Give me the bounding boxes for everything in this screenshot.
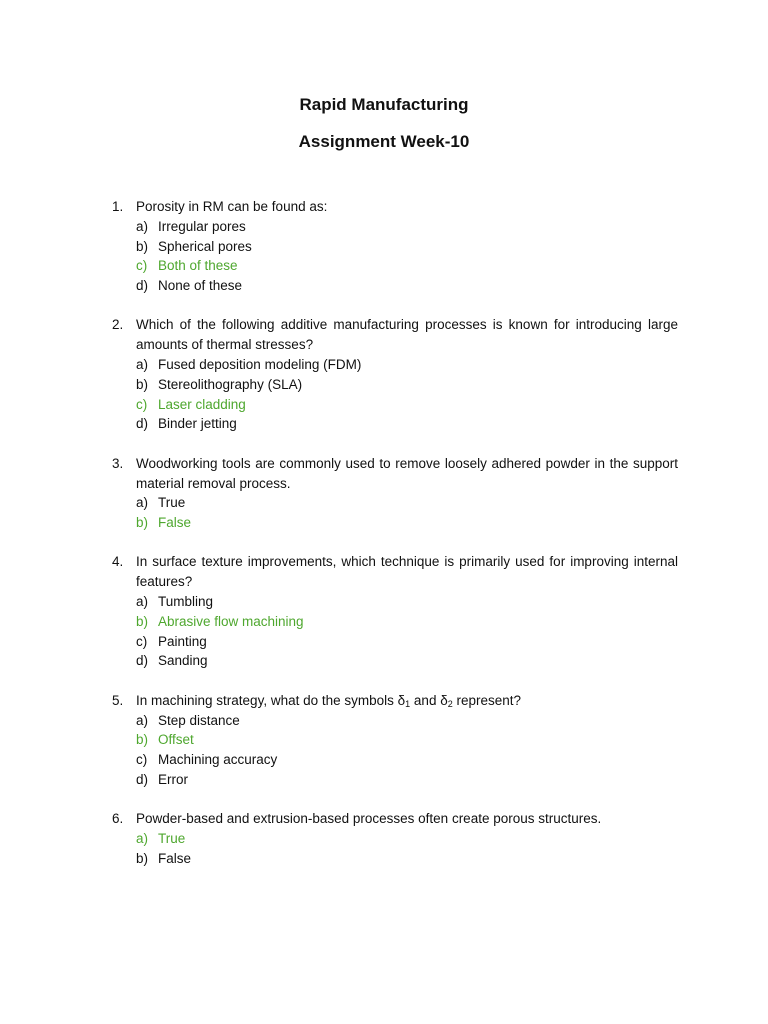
option-a — [112, 355, 678, 375]
option-letter: a) — [136, 357, 149, 373]
option-text: True — [158, 831, 186, 847]
option-c — [112, 632, 678, 652]
option-letter: a) — [136, 831, 149, 847]
option-text: None of these — [158, 278, 243, 294]
option-letter: d) — [136, 653, 149, 669]
option-letter: c) — [136, 258, 148, 274]
option-letter: d) — [136, 278, 149, 294]
option-c-correct — [112, 395, 678, 415]
option-text: Both of these — [158, 258, 238, 274]
option-letter: a) — [136, 495, 149, 511]
option-text: Abrasive flow machining — [158, 613, 304, 629]
option-c — [112, 750, 678, 770]
option-letter: c) — [136, 396, 148, 412]
option-letter: b) — [136, 850, 149, 866]
subscript: 1 — [405, 698, 411, 709]
question-5 — [112, 691, 678, 790]
question-text: Powder-based and extrusion-based processes often create porous structures. — [136, 811, 602, 827]
delta-symbol: δ — [397, 692, 406, 708]
document-title: Rapid Manufacturing — [299, 95, 469, 114]
option-text: Tumbling — [158, 594, 214, 610]
subscript: 2 — [447, 698, 453, 709]
option-d — [112, 414, 678, 434]
question-number: 6. — [112, 811, 124, 827]
option-text: Stereolithography (SLA) — [158, 376, 303, 392]
option-letter: a) — [136, 594, 149, 610]
question-number: 5. — [112, 692, 124, 708]
option-letter: b) — [136, 613, 149, 629]
question-number: 1. — [112, 199, 124, 214]
option-letter: d) — [136, 416, 149, 432]
option-a — [112, 592, 678, 612]
question-text: In surface texture improvements, which technique is primarily used for improving internal features? — [136, 554, 678, 590]
question-number: 3. — [112, 455, 124, 471]
option-letter: b) — [136, 515, 149, 531]
option-letter: d) — [136, 771, 149, 787]
question-4 — [112, 552, 678, 671]
option-text: Irregular pores — [158, 218, 246, 234]
option-d — [112, 651, 678, 671]
question-text: Which of the following additive manufacturing processes is known for introducing large amounts of thermal stresses? — [136, 317, 678, 353]
option-d — [112, 276, 678, 296]
option-text: Sanding — [158, 653, 208, 669]
option-text: Machining accuracy — [158, 752, 278, 768]
question-text: In machining strategy, what do the symbols $\delta_1$ and $\delta_2$ represent? — [136, 692, 522, 709]
option-letter: b) — [136, 732, 149, 748]
question-text: Woodworking tools are commonly used to remove loosely adhered powder in the support material removal process. — [136, 455, 678, 491]
question-text: Porosity in RM can be found as: — [136, 199, 328, 214]
option-text: False — [158, 515, 192, 531]
option-text: Laser cladding — [158, 396, 246, 412]
document-subtitle: Assignment Week-10 — [298, 132, 470, 151]
option-b — [112, 237, 678, 257]
question-number: 2. — [112, 317, 124, 333]
question-1 — [112, 197, 678, 296]
question-6 — [112, 809, 678, 868]
option-b — [112, 849, 678, 869]
option-b — [112, 375, 678, 395]
option-text: True — [158, 495, 186, 511]
option-a-correct — [112, 829, 678, 849]
option-text: Error — [158, 771, 188, 787]
option-text: Binder jetting — [158, 416, 237, 432]
option-d — [112, 770, 678, 790]
option-text: Painting — [158, 633, 207, 649]
option-a — [112, 493, 678, 513]
option-b-correct — [112, 612, 678, 632]
question-number: 4. — [112, 554, 124, 570]
option-letter: b) — [136, 376, 149, 392]
option-letter: b) — [136, 238, 149, 254]
option-text: Fused deposition modeling (FDM) — [158, 357, 362, 373]
option-text: Offset — [158, 732, 194, 748]
option-b-correct — [112, 730, 678, 750]
option-a — [112, 711, 678, 731]
delta-symbol: δ — [440, 692, 448, 708]
option-letter: a) — [136, 218, 149, 234]
option-text: Step distance — [158, 712, 240, 728]
option-letter: a) — [136, 712, 149, 728]
option-letter: c) — [136, 752, 148, 768]
option-letter: c) — [136, 633, 148, 649]
question-list — [112, 197, 678, 888]
option-c-correct — [112, 256, 678, 276]
option-a — [112, 217, 678, 237]
question-2 — [112, 315, 678, 434]
option-text: False — [158, 850, 192, 866]
question-3 — [112, 454, 678, 533]
option-text: Spherical pores — [158, 238, 252, 254]
option-b-correct — [112, 513, 678, 533]
